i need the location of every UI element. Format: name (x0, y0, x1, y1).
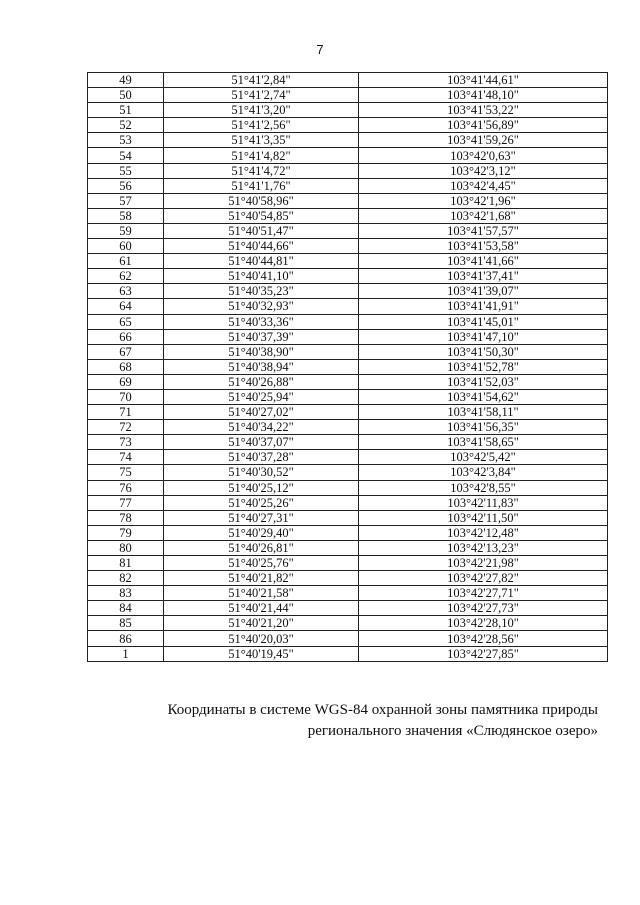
point-number-cell: 57 (88, 193, 164, 208)
point-number-cell: 77 (88, 495, 164, 510)
longitude-cell: 103°42'27,85" (359, 646, 608, 661)
latitude-cell: 51°40'27,02" (164, 405, 359, 420)
point-number-cell: 49 (88, 73, 164, 88)
point-number-cell: 68 (88, 359, 164, 374)
longitude-cell: 103°42'4,45" (359, 178, 608, 193)
latitude-cell: 51°40'25,76" (164, 556, 359, 571)
longitude-cell: 103°41'56,35" (359, 420, 608, 435)
longitude-cell: 103°42'28,10" (359, 616, 608, 631)
table-row (88, 208, 608, 223)
latitude-cell: 51°40'25,12" (164, 480, 359, 495)
longitude-cell: 103°41'58,65" (359, 435, 608, 450)
table-row (88, 193, 608, 208)
latitude-cell: 51°40'19,45" (164, 646, 359, 661)
latitude-cell: 51°40'51,47" (164, 223, 359, 238)
point-number-cell: 50 (88, 88, 164, 103)
table-row (88, 480, 608, 495)
point-number-cell: 76 (88, 480, 164, 495)
longitude-cell: 103°42'28,56" (359, 631, 608, 646)
point-number-cell: 60 (88, 239, 164, 254)
longitude-cell: 103°41'58,11" (359, 405, 608, 420)
caption-line-2: регионального значения «Слюдянское озеро» (307, 723, 598, 739)
latitude-cell: 51°41'2,84" (164, 73, 359, 88)
table-row (88, 571, 608, 586)
table-row (88, 314, 608, 329)
point-number-cell: 73 (88, 435, 164, 450)
longitude-cell: 103°41'53,58" (359, 239, 608, 254)
table-row (88, 450, 608, 465)
table-row (88, 239, 608, 254)
point-number-cell: 67 (88, 344, 164, 359)
table-row (88, 88, 608, 103)
table-row (88, 133, 608, 148)
latitude-cell: 51°41'1,76" (164, 178, 359, 193)
table-row (88, 420, 608, 435)
point-number-cell: 72 (88, 420, 164, 435)
longitude-cell: 103°42'11,50" (359, 510, 608, 525)
table-row (88, 601, 608, 616)
table-row (88, 405, 608, 420)
table-row (88, 103, 608, 118)
latitude-cell: 51°40'21,44" (164, 601, 359, 616)
table-row (88, 556, 608, 571)
point-number-cell: 82 (88, 571, 164, 586)
point-number-cell: 75 (88, 465, 164, 480)
longitude-cell: 103°42'13,23" (359, 540, 608, 555)
latitude-cell: 51°40'26,88" (164, 374, 359, 389)
table-row (88, 389, 608, 404)
table-row (88, 284, 608, 299)
point-number-cell: 58 (88, 208, 164, 223)
latitude-cell: 51°40'25,94" (164, 389, 359, 404)
table-row (88, 359, 608, 374)
latitude-cell: 51°40'54,85" (164, 208, 359, 223)
point-number-cell: 54 (88, 148, 164, 163)
longitude-cell: 103°42'1,96" (359, 193, 608, 208)
latitude-cell: 51°40'44,81" (164, 254, 359, 269)
table-row (88, 374, 608, 389)
longitude-cell: 103°41'39,07" (359, 284, 608, 299)
point-number-cell: 66 (88, 329, 164, 344)
table-row (88, 73, 608, 88)
point-number-cell: 74 (88, 450, 164, 465)
table-row (88, 495, 608, 510)
point-number-cell: 64 (88, 299, 164, 314)
latitude-cell: 51°41'2,74" (164, 88, 359, 103)
longitude-cell: 103°41'45,01" (359, 314, 608, 329)
latitude-cell: 51°41'4,72" (164, 163, 359, 178)
table-row (88, 465, 608, 480)
table-row (88, 299, 608, 314)
latitude-cell: 51°41'4,82" (164, 148, 359, 163)
latitude-cell: 51°41'2,56" (164, 118, 359, 133)
table-row (88, 435, 608, 450)
point-number-cell: 70 (88, 389, 164, 404)
longitude-cell: 103°42'21,98" (359, 556, 608, 571)
longitude-cell: 103°41'53,22" (359, 103, 608, 118)
point-number-cell: 1 (88, 646, 164, 661)
latitude-cell: 51°40'33,36" (164, 314, 359, 329)
longitude-cell: 103°42'27,71" (359, 586, 608, 601)
table-row (88, 178, 608, 193)
point-number-cell: 84 (88, 601, 164, 616)
longitude-cell: 103°42'0,63" (359, 148, 608, 163)
point-number-cell: 85 (88, 616, 164, 631)
point-number-cell: 65 (88, 314, 164, 329)
table-row (88, 646, 608, 661)
longitude-cell: 103°41'52,03" (359, 374, 608, 389)
point-number-cell: 69 (88, 374, 164, 389)
longitude-cell: 103°42'3,12" (359, 163, 608, 178)
table-row (88, 254, 608, 269)
latitude-cell: 51°40'38,94" (164, 359, 359, 374)
longitude-cell: 103°41'57,57" (359, 223, 608, 238)
point-number-cell: 81 (88, 556, 164, 571)
point-number-cell: 51 (88, 103, 164, 118)
longitude-cell: 103°41'56,89" (359, 118, 608, 133)
table-row (88, 525, 608, 540)
latitude-cell: 51°40'26,81" (164, 540, 359, 555)
longitude-cell: 103°41'41,91" (359, 299, 608, 314)
point-number-cell: 79 (88, 525, 164, 540)
longitude-cell: 103°41'50,30" (359, 344, 608, 359)
longitude-cell: 103°41'48,10" (359, 88, 608, 103)
coordinates-table-body (88, 73, 608, 662)
latitude-cell: 51°40'20,03" (164, 631, 359, 646)
latitude-cell: 51°40'35,23" (164, 284, 359, 299)
longitude-cell: 103°41'47,10" (359, 329, 608, 344)
latitude-cell: 51°40'38,90" (164, 344, 359, 359)
point-number-cell: 86 (88, 631, 164, 646)
point-number-cell: 80 (88, 540, 164, 555)
table-row (88, 329, 608, 344)
longitude-cell: 103°41'59,26" (359, 133, 608, 148)
table-row (88, 148, 608, 163)
point-number-cell: 59 (88, 223, 164, 238)
latitude-cell: 51°40'37,07" (164, 435, 359, 450)
point-number-cell: 83 (88, 586, 164, 601)
coordinates-table (87, 72, 608, 662)
longitude-cell: 103°41'44,61" (359, 73, 608, 88)
longitude-cell: 103°41'52,78" (359, 359, 608, 374)
longitude-cell: 103°41'54,62" (359, 389, 608, 404)
table-row (88, 344, 608, 359)
latitude-cell: 51°40'58,96" (164, 193, 359, 208)
latitude-cell: 51°40'41,10" (164, 269, 359, 284)
latitude-cell: 51°40'21,58" (164, 586, 359, 601)
latitude-cell: 51°40'37,28" (164, 450, 359, 465)
table-row (88, 510, 608, 525)
table-row (88, 616, 608, 631)
latitude-cell: 51°41'3,35" (164, 133, 359, 148)
point-number-cell: 52 (88, 118, 164, 133)
point-number-cell: 53 (88, 133, 164, 148)
point-number-cell: 56 (88, 178, 164, 193)
caption-line-1: Координаты в системе WGS-84 охранной зоны памятника природы (167, 702, 598, 718)
table-row (88, 223, 608, 238)
latitude-cell: 51°40'27,31" (164, 510, 359, 525)
longitude-cell: 103°42'8,55" (359, 480, 608, 495)
longitude-cell: 103°41'41,66" (359, 254, 608, 269)
longitude-cell: 103°42'1,68" (359, 208, 608, 223)
table-row (88, 163, 608, 178)
longitude-cell: 103°42'5,42" (359, 450, 608, 465)
latitude-cell: 51°40'34,22" (164, 420, 359, 435)
point-number-cell: 61 (88, 254, 164, 269)
table-row (88, 631, 608, 646)
table-row (88, 269, 608, 284)
point-number-cell: 78 (88, 510, 164, 525)
longitude-cell: 103°42'11,83" (359, 495, 608, 510)
point-number-cell: 55 (88, 163, 164, 178)
latitude-cell: 51°40'30,52" (164, 465, 359, 480)
latitude-cell: 51°40'44,66" (164, 239, 359, 254)
latitude-cell: 51°40'29,40" (164, 525, 359, 540)
longitude-cell: 103°42'27,82" (359, 571, 608, 586)
longitude-cell: 103°42'12,48" (359, 525, 608, 540)
latitude-cell: 51°40'25,26" (164, 495, 359, 510)
table-caption (120, 700, 598, 742)
longitude-cell: 103°42'27,73" (359, 601, 608, 616)
latitude-cell: 51°40'37,39" (164, 329, 359, 344)
longitude-cell: 103°42'3,84" (359, 465, 608, 480)
point-number-cell: 71 (88, 405, 164, 420)
latitude-cell: 51°41'3,20" (164, 103, 359, 118)
page-number: 7 (316, 42, 324, 57)
latitude-cell: 51°40'21,82" (164, 571, 359, 586)
table-row (88, 586, 608, 601)
latitude-cell: 51°40'21,20" (164, 616, 359, 631)
latitude-cell: 51°40'32,93" (164, 299, 359, 314)
table-row (88, 540, 608, 555)
point-number-cell: 63 (88, 284, 164, 299)
table-row (88, 118, 608, 133)
longitude-cell: 103°41'37,41" (359, 269, 608, 284)
point-number-cell: 62 (88, 269, 164, 284)
